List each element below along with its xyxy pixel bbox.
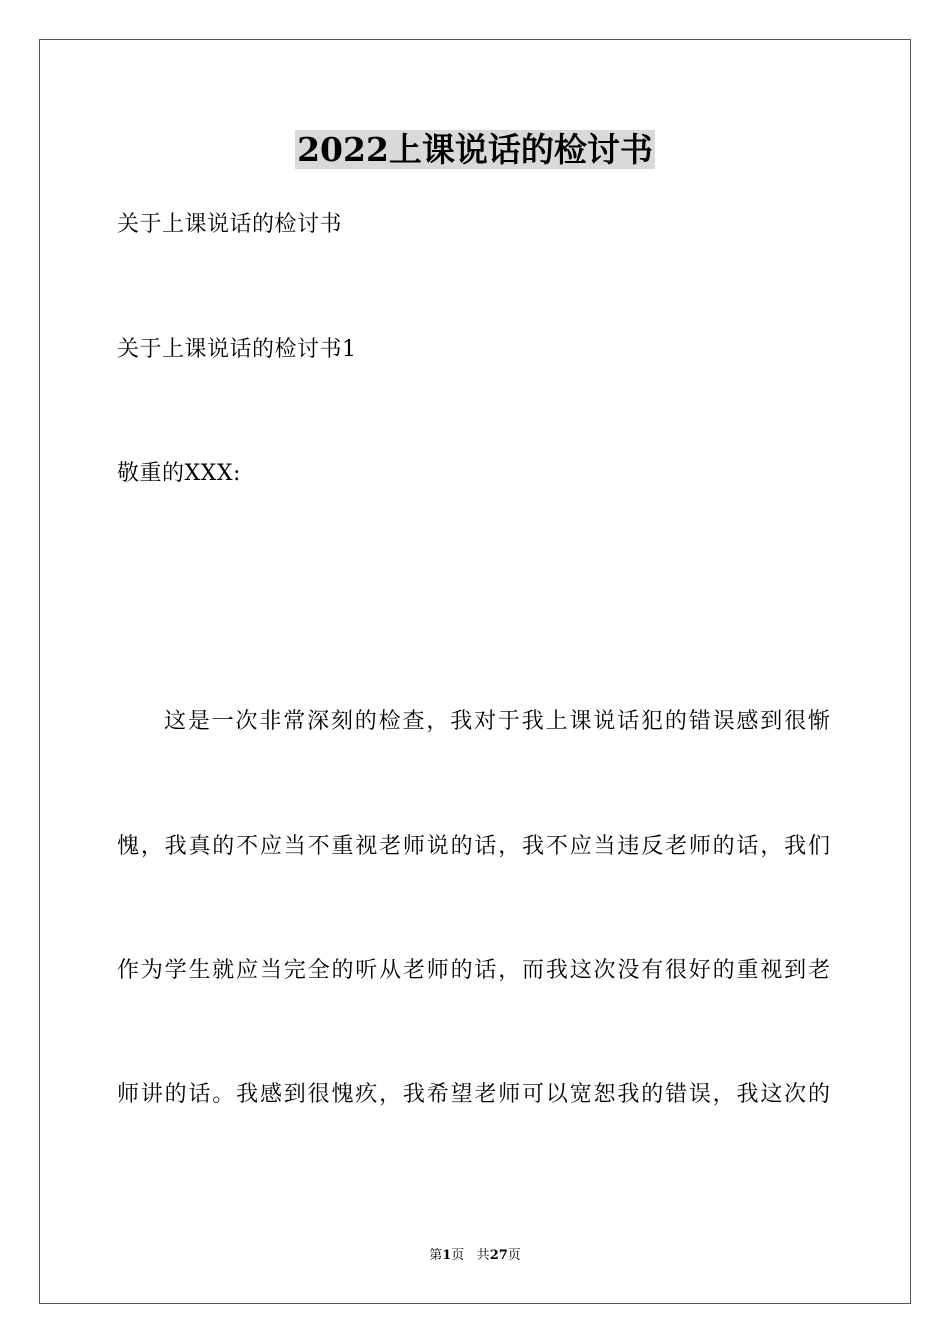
footer-page-suffix: 页 [451, 1248, 465, 1263]
body-line: 作为学生就应当完全的听从老师的话，而我这次没有很好的重视到老 [117, 958, 830, 983]
footer-total-prefix: 共 [476, 1248, 490, 1263]
body-line: 这是一次非常深刻的检查，我对于我上课说话犯的错误感到很惭 [164, 709, 830, 734]
document-title [0, 128, 950, 172]
body-line: 愧，我真的不应当不重视老师说的话，我不应当违反老师的话，我们 [117, 834, 830, 859]
salutation: 敬重的XXX: [117, 461, 241, 486]
footer-total-suffix: 页 [507, 1248, 521, 1263]
section-heading: 关于上课说话的检讨书1 [117, 337, 357, 362]
footer-total-pages: 27 [489, 1248, 508, 1263]
document-title-text: 2022上课说话的检讨书 [297, 130, 653, 169]
footer-prefix: 第 [429, 1248, 443, 1263]
footer-page-number: 1 [442, 1248, 452, 1263]
document-subtitle: 关于上课说话的检讨书 [117, 212, 343, 237]
page-footer [0, 1247, 950, 1265]
body-line: 师讲的话。我感到很愧疚，我希望老师可以宽恕我的错误，我这次的 [117, 1082, 830, 1107]
